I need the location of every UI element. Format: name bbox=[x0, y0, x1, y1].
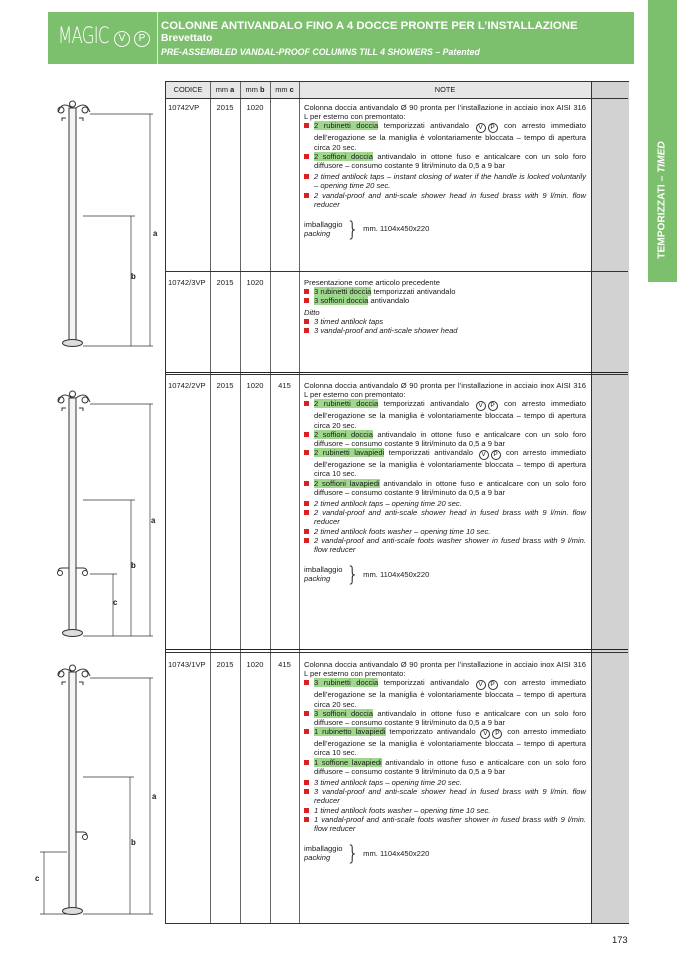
note-text: con arresto immediato dell’erogazione se la maniglia è volontariamente bloccata – tempo di apertura circa 10 sec. bbox=[314, 448, 586, 479]
note-highlight: 3 soffioni doccia bbox=[314, 296, 369, 306]
packing-label-it: imballaggio bbox=[304, 219, 343, 229]
note-item-en: 2 timed antilock foots washer – opening time 10 sec. bbox=[304, 527, 586, 536]
product-code: 10743/1VP bbox=[168, 660, 206, 669]
note-highlight: 2 rubinetti lavapiedi bbox=[314, 448, 385, 458]
dim-a-value: 2015 bbox=[216, 103, 234, 112]
note-item-en: 1 timed antilock foots washer – opening time 10 sec. bbox=[304, 806, 586, 815]
packing-size: mm. 1104x450x220 bbox=[363, 848, 430, 858]
product-notes bbox=[304, 278, 586, 335]
v-symbol-icon: V bbox=[480, 729, 490, 739]
dim-b-value: 1020 bbox=[246, 103, 264, 112]
note-item bbox=[304, 479, 586, 497]
col-header-a bbox=[210, 82, 240, 98]
v-symbol-icon: V bbox=[476, 401, 486, 411]
packing-info bbox=[304, 217, 586, 242]
header-banner bbox=[48, 12, 634, 64]
dim-a-label: a bbox=[152, 792, 157, 801]
note-highlight: 3 soffioni doccia bbox=[314, 708, 373, 718]
note-text: con arresto immediato dell’erogazione se la maniglia è volontariamente bloccata – tempo di apertura circa 10 sec. bbox=[314, 727, 586, 758]
product-table bbox=[165, 81, 629, 924]
dim-b-value: 1020 bbox=[246, 660, 264, 669]
note-intro: Colonna doccia antivandalo Ø 90 pronta per l’installazione in acciaio inox AISI 316 L per esterno con premontato: bbox=[304, 103, 586, 122]
note-highlight: 3 rubinetti doccia bbox=[314, 678, 379, 688]
notes-side-column bbox=[591, 82, 629, 923]
note-text: antivandalo in ottone fuso e anticalcare con un solo foro diffusore – consumo costante 9 litri/minuto da 0,5 a 9 bar bbox=[314, 429, 586, 449]
col-divider bbox=[270, 82, 271, 923]
section-tab-en: TIMED bbox=[656, 141, 668, 173]
note-text: con arresto immediato dell’erogazione se la maniglia è volontariamente bloccata – tempo di apertura circa 20 sec. bbox=[314, 121, 586, 152]
product-code: 10742/2VP bbox=[168, 381, 206, 390]
note-highlight: 2 soffioni lavapiedi bbox=[314, 478, 380, 488]
note-item-en: 2 timed antilock taps – instant closing of water if the handle is locked voluntarily – opening time 20 sec. bbox=[304, 172, 586, 190]
note-text: temporizzati antivandalo bbox=[378, 121, 475, 131]
note-text: antivandalo in ottone fuso e anticalcare con un solo foro diffusore – consumo costante 9 litri/minuto da 0,5 a 9 bar bbox=[314, 757, 586, 776]
packing-size: mm. 1104x450x220 bbox=[363, 569, 430, 579]
col-header-b-letter: b bbox=[259, 85, 265, 94]
note-text: temporizzati antivandalo bbox=[378, 678, 475, 688]
brace-icon: } bbox=[346, 217, 360, 242]
p-symbol-icon: P bbox=[492, 729, 502, 739]
dim-a-label: a bbox=[153, 229, 158, 238]
note-item-en: 2 vandal-proof and anti-scale shower head in fused brass with 9 l/min. flow reducer bbox=[304, 191, 586, 209]
dim-b-label: b bbox=[131, 838, 136, 847]
page-subtitle: Brevettato bbox=[161, 33, 213, 44]
brace-icon: } bbox=[346, 562, 360, 587]
note-text: temporizzato antivandalo bbox=[385, 727, 480, 737]
note-item bbox=[304, 448, 586, 478]
packing-label-en: packing bbox=[304, 574, 331, 584]
note-item-en: 3 timed antilock taps bbox=[304, 317, 586, 326]
dim-c-label: c bbox=[113, 598, 118, 607]
col-divider bbox=[299, 82, 300, 923]
dim-a-label: a bbox=[151, 516, 156, 525]
packing-label-it: imballaggio bbox=[304, 564, 343, 574]
note-item-en: 3 timed antilock taps – opening time 20 sec. bbox=[304, 778, 586, 787]
p-symbol-icon: P bbox=[488, 401, 498, 411]
col-header-c-letter: c bbox=[289, 85, 294, 94]
col-header-a-unit: mm bbox=[215, 85, 229, 94]
row-divider bbox=[166, 652, 628, 653]
note-item-en: 3 vandal-proof and anti-scale shower head bbox=[304, 326, 586, 335]
note-item bbox=[304, 758, 586, 776]
col-header-c bbox=[270, 82, 299, 98]
row-divider bbox=[166, 374, 628, 375]
v-symbol-icon: V bbox=[476, 680, 486, 690]
row-divider bbox=[166, 649, 628, 650]
note-text: antivandalo bbox=[368, 296, 410, 306]
dim-c-value: 415 bbox=[278, 660, 291, 669]
note-text: con arresto immediato dell’erogazione se la maniglia è volontariamente bloccata – tempo di apertura circa 20 sec. bbox=[314, 678, 586, 709]
product-code: 10742/3VP bbox=[168, 278, 206, 287]
row-divider bbox=[166, 372, 628, 373]
note-highlight: 3 rubinetti doccia bbox=[314, 287, 372, 297]
product-notes bbox=[304, 660, 586, 866]
note-item bbox=[304, 430, 586, 448]
note-item bbox=[304, 727, 586, 757]
brand-logo bbox=[48, 12, 158, 64]
dim-a-value: 2015 bbox=[216, 381, 234, 390]
v-symbol-icon: V bbox=[479, 450, 489, 460]
note-text: con arresto immediato dell’erogazione se la maniglia è volontariamente bloccata – tempo di apertura circa 20 sec. bbox=[314, 399, 586, 430]
packing-label bbox=[304, 565, 342, 584]
column-illustration-2 bbox=[55, 388, 160, 643]
note-highlight: 1 soffione lavapiedi bbox=[314, 757, 382, 767]
section-tab-it: TEMPORIZZATI – bbox=[656, 172, 668, 259]
packing-info bbox=[304, 841, 586, 866]
note-ditto: Ditto bbox=[304, 307, 320, 317]
page-number: 173 bbox=[612, 934, 628, 945]
note-text: antivandalo in ottone fuso e anticalcare con un solo foro diffusore – consumo costante 9 litri/minuto da 0,5 a 9 bar bbox=[314, 151, 586, 171]
packing-info bbox=[304, 562, 586, 587]
page-title-english: PRE-ASSEMBLED VANDAL-PROOF COLUMNS TILL 4 SHOWERS – Patented bbox=[161, 47, 480, 57]
packing-label bbox=[304, 220, 342, 239]
packing-label-it: imballaggio bbox=[304, 843, 343, 853]
dim-b-label: b bbox=[131, 561, 136, 570]
note-item-en: 2 timed antilock taps – opening time 20 sec. bbox=[304, 499, 586, 508]
page-title: COLONNE ANTIVANDALO FINO A 4 DOCCE PRONTE PER L’INSTALLAZIONE bbox=[161, 20, 578, 32]
note-item-en: 2 vandal-proof and anti-scale foots washer shower in fused brass with 9 l/min. flow reducer bbox=[304, 536, 586, 554]
dim-c-label: c bbox=[35, 874, 40, 883]
column-illustration-3 bbox=[30, 662, 160, 922]
note-item bbox=[304, 399, 586, 429]
dim-a-value: 2015 bbox=[216, 660, 234, 669]
v-symbol-icon: V bbox=[476, 123, 486, 133]
dim-c-value: 415 bbox=[278, 381, 291, 390]
col-divider bbox=[240, 82, 241, 923]
product-code: 10742VP bbox=[168, 103, 200, 112]
section-tab-label bbox=[657, 141, 668, 259]
note-highlight: 2 rubinetti doccia bbox=[314, 121, 379, 131]
note-highlight: 2 soffioni doccia bbox=[314, 429, 373, 439]
note-text: temporizzati antivandalo bbox=[384, 448, 478, 458]
row-divider bbox=[166, 271, 628, 272]
p-symbol-icon: P bbox=[491, 450, 501, 460]
note-highlight: 2 rubinetti doccia bbox=[314, 399, 379, 409]
note-text: temporizzati antivandalo bbox=[378, 399, 475, 409]
note-intro: Colonna doccia antivandalo Ø 90 pronta per l’installazione in acciaio inox AISI 316 L per esterno con premontato: bbox=[304, 660, 586, 679]
note-item bbox=[304, 287, 586, 296]
note-item bbox=[304, 678, 586, 708]
column-illustration-1 bbox=[55, 98, 160, 358]
brace-icon: } bbox=[346, 841, 360, 866]
col-header-b bbox=[240, 82, 270, 98]
product-notes bbox=[304, 381, 586, 587]
logo-text: MAGIC bbox=[58, 24, 109, 49]
dim-a-value: 2015 bbox=[216, 278, 234, 287]
dim-b-value: 1020 bbox=[246, 278, 264, 287]
note-text: antivandalo in ottone fuso e anticalcare con un solo foro diffusore – consumo costante 9 litri/minuto da 0,5 a 9 bar bbox=[314, 708, 586, 728]
note-intro: Colonna doccia antivandalo Ø 90 pronta per l’installazione in acciaio inox AISI 316 L per esterno con premontato: bbox=[304, 381, 586, 400]
col-header-c-unit: mm bbox=[275, 85, 288, 94]
logo-p-icon: P bbox=[134, 31, 150, 47]
note-item bbox=[304, 121, 586, 151]
col-divider bbox=[210, 82, 211, 923]
note-item bbox=[304, 152, 586, 170]
row-divider bbox=[166, 98, 628, 99]
p-symbol-icon: P bbox=[488, 680, 498, 690]
note-highlight: 1 rubinetto lavapiedi bbox=[314, 727, 386, 737]
dim-b-value: 1020 bbox=[246, 381, 264, 390]
packing-label bbox=[304, 844, 342, 863]
note-text: temporizzati antivandalo bbox=[371, 287, 456, 297]
note-item-en: 2 vandal-proof and anti-scale shower head in fused brass with 9 l/min. flow reducer bbox=[304, 508, 586, 526]
col-header-notes: NOTE bbox=[434, 85, 456, 94]
col-header-b-unit: mm bbox=[245, 85, 258, 94]
col-header-a-letter: a bbox=[230, 85, 235, 94]
note-text: antivandalo in ottone fuso e anticalcare con un solo foro diffusore – consumo costante 9 litri/minuto da 0,5 a 9 bar bbox=[314, 478, 586, 497]
note-item-en: 1 vandal-proof and anti-scale foots washer shower in fused brass with 9 l/min. flow reducer bbox=[304, 815, 586, 833]
note-item-en: 3 vandal-proof and anti-scale shower head in fused brass with 9 l/min. flow reducer bbox=[304, 787, 586, 805]
packing-label-en: packing bbox=[304, 229, 331, 239]
logo-v-icon: V bbox=[114, 31, 130, 47]
packing-size: mm. 1104x450x220 bbox=[363, 224, 430, 234]
section-tab bbox=[648, 0, 677, 282]
packing-label-en: packing bbox=[304, 853, 331, 863]
note-item bbox=[304, 296, 586, 305]
dim-b-label: b bbox=[131, 272, 136, 281]
col-header-code: CODICE bbox=[173, 85, 203, 94]
note-highlight: 2 soffioni doccia bbox=[314, 151, 373, 161]
note-item bbox=[304, 709, 586, 727]
note-intro: Presentazione come articolo precedente bbox=[304, 278, 440, 287]
product-notes bbox=[304, 103, 586, 242]
p-symbol-icon: P bbox=[488, 123, 498, 133]
